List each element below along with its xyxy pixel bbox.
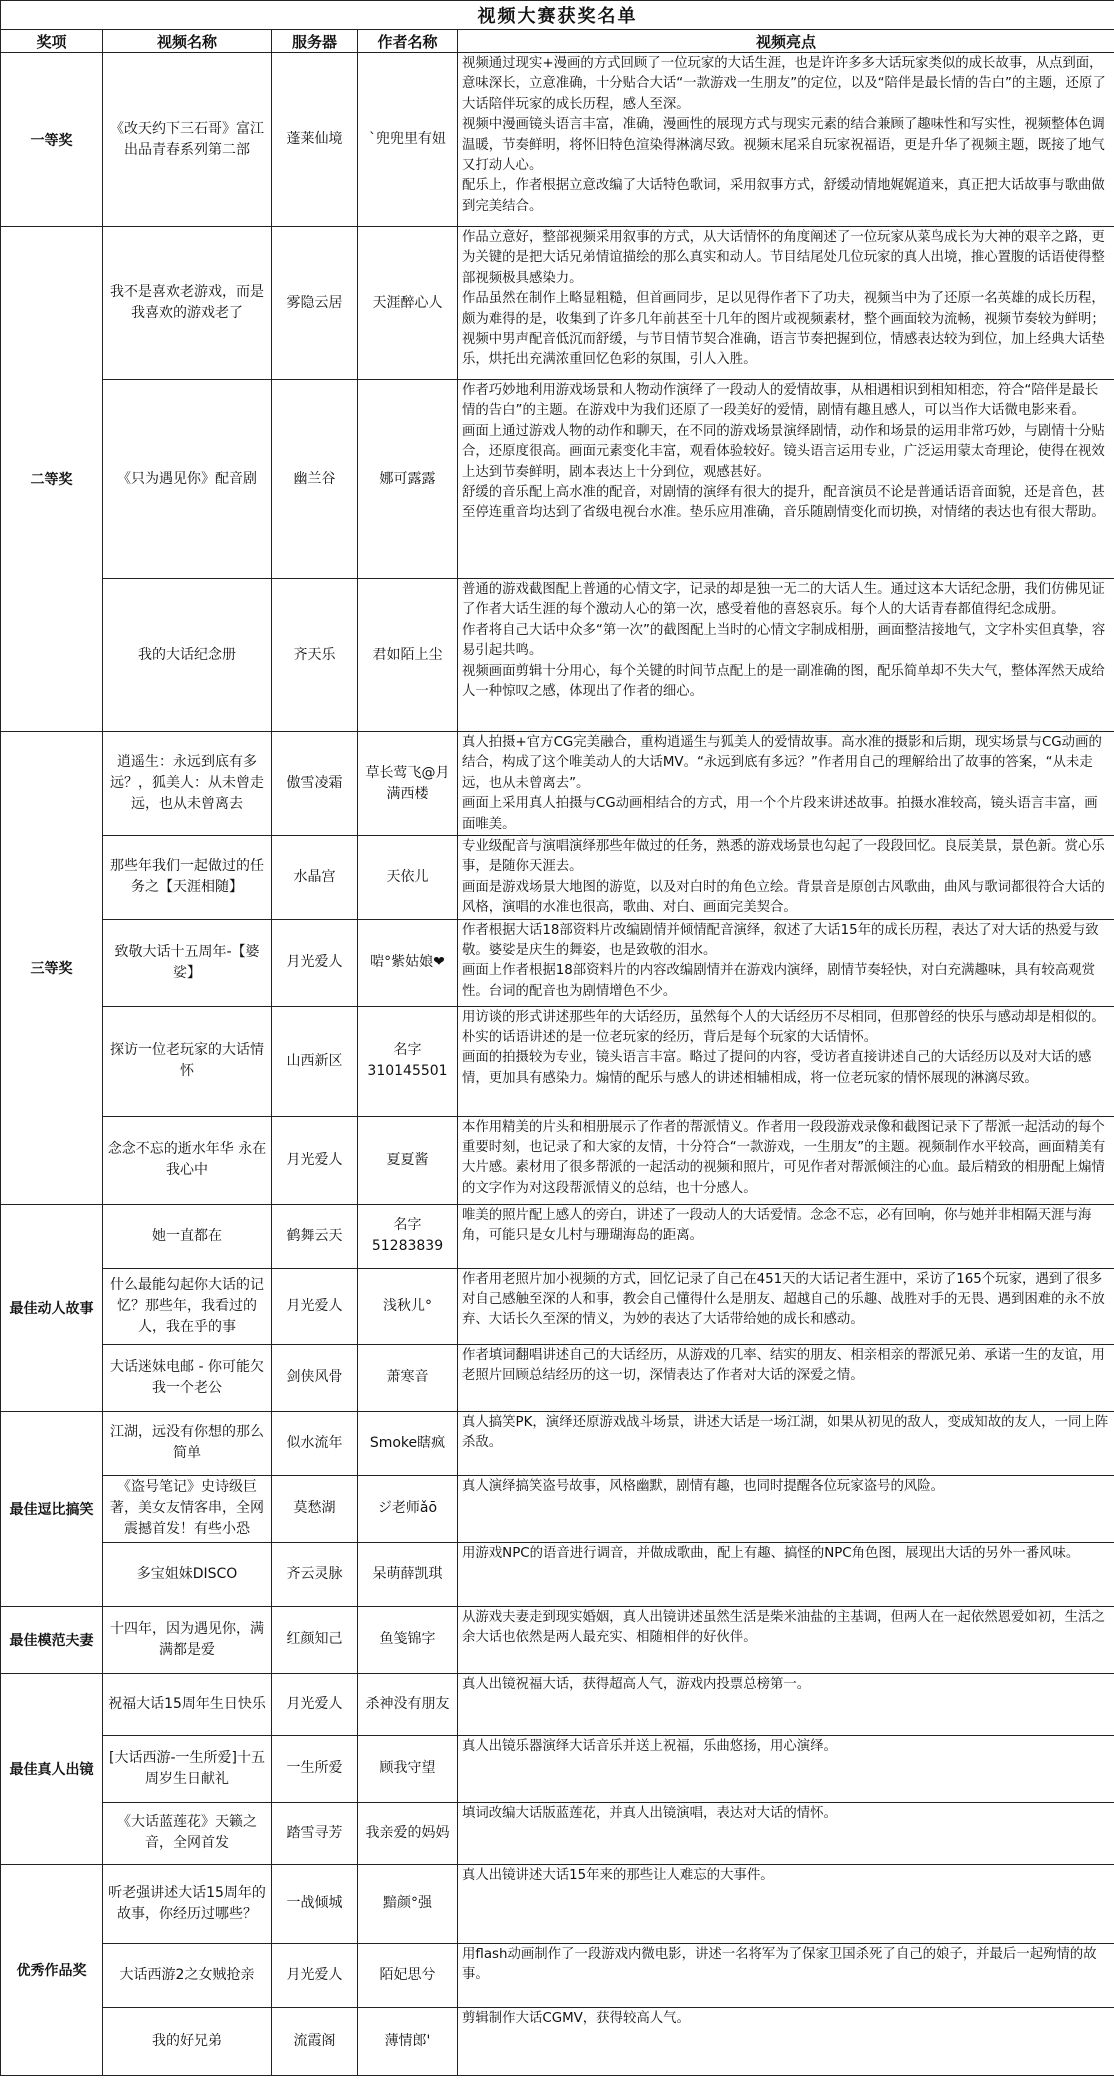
video-name-cell: 十四年，因为遇见你，满满都是爱 — [103, 1606, 272, 1673]
highlight-paragraph: 作者填词翻唱讲述自己的大话经历，从游戏的几率、结实的朋友、相亲相亲的帮派兄弟、承诺一生的友谊，用老照片回顾总结经历的这一切，深情表达了作者对大话的深爱之情。 — [462, 1347, 1105, 1384]
highlights-cell — [458, 1116, 1114, 1204]
video-name-cell: 我不是喜欢老游戏，而是我喜欢的游戏老了 — [103, 227, 272, 380]
highlights-cell — [458, 1006, 1114, 1116]
table-row — [1, 380, 1114, 579]
highlight-paragraph: 真人出镜乐器演绎大话音乐并送上祝福，乐曲悠扬，用心演绎。 — [462, 1738, 837, 1754]
highlight-paragraph: 真人演绎搞笑盗号故事，风格幽默，剧情有趣，也同时提醒各位玩家盗号的风险。 — [462, 1478, 945, 1494]
highlight-paragraph: 画面是游戏场景大地图的游览，以及对白时的角色立绘。背景音是原创古风歌曲，曲风与歌词都很符合大话的风格，演唱的水准也很高，歌曲、对白、画面完美契合。 — [462, 879, 1105, 916]
table-row — [1, 919, 1114, 1006]
author-cell: 夏夏酱 — [358, 1116, 458, 1204]
table-row — [1, 1411, 1114, 1475]
award-category: 最佳逗比搞笑 — [1, 1411, 103, 1606]
video-name-cell: 《只为遇见你》配音剧 — [103, 380, 272, 579]
award-category: 最佳动人故事 — [1, 1204, 103, 1411]
video-name-cell: 听老强讲述大话15周年的故事，你经历过哪些？ — [103, 1864, 272, 1943]
table-row — [1, 227, 1114, 380]
award-body — [1, 53, 1114, 2076]
author-cell: 名字310145501 — [358, 1006, 458, 1116]
video-name-cell: 大话迷妹电邮 - 你可能欠我一个老公 — [103, 1344, 272, 1411]
author-cell: 薄情郎' — [358, 2007, 458, 2075]
highlights-cell — [458, 1542, 1114, 1606]
header-author: 作者名称 — [358, 30, 458, 53]
award-category: 二等奖 — [1, 227, 103, 732]
author-cell: 名字51283839 — [358, 1204, 458, 1268]
highlight-paragraph: 作者将自己大话中众多“第一次”的截图配上当时的心情文字制成相册，画面整洁接地气，文字朴实但真挚，容易引起共鸣。 — [462, 622, 1106, 659]
table-row — [1, 836, 1114, 920]
highlights-cell — [458, 1475, 1114, 1542]
author-cell: 陌妃思兮 — [358, 1943, 458, 2007]
server-cell: 月光爱人 — [272, 919, 358, 1006]
video-name-cell: 《盗号笔记》史诗级巨著，美女友情客串，全网震撼首发！有些小恐 — [103, 1475, 272, 1542]
author-cell: 草长莺飞@月满西楼 — [358, 732, 458, 836]
author-cell: 娜可露露 — [358, 380, 458, 579]
server-cell: 莫愁湖 — [272, 1475, 358, 1542]
header-highlights: 视频亮点 — [458, 30, 1114, 53]
server-cell: 月光爱人 — [272, 1673, 358, 1735]
highlights-cell — [458, 1864, 1114, 1943]
author-cell: 啱°紫姑娘❤ — [358, 919, 458, 1006]
server-cell: 似水流年 — [272, 1411, 358, 1475]
video-name-cell: 《改天约下三石哥》富江出品青春系列第二部 — [103, 53, 272, 227]
highlight-paragraph: 画面上作者根据18部资料片的内容改编剧情并在游戏内演绎，剧情节奏轻快，对白充满趣味，具有较高观赏性。台词的配音也为剧情增色不少。 — [462, 963, 1096, 999]
author-cell: 黯颜°强 — [358, 1864, 458, 1943]
header-row — [1, 30, 1114, 53]
video-name-cell: 她一直都在 — [103, 1204, 272, 1268]
table-row — [1, 1802, 1114, 1864]
highlight-paragraph: 舒缓的音乐配上高水准的配音，对剧情的演绎有很大的提升，配音演员不论是普通话语音面貌，还是音色，甚至停连重音均达到了省级电视台水准。垫乐应用准确，音乐随剧情变化而切换，对情绪的表达也有很大帮助。 — [462, 485, 1105, 521]
highlights-cell — [458, 380, 1114, 579]
table-row — [1, 1542, 1114, 1606]
highlight-paragraph: 配乐上，作者根据立意改编了大话特色歌词，采用叙事方式，舒缓动情地娓娓道来，真正把大话故事与歌曲做到完美结合。 — [462, 178, 1105, 214]
highlight-paragraph: 画面上采用真人拍摄与CG动画相结合的方式，用一个个片段来讲述故事。拍摄水准较高，镜头语言丰富，画面唯美。 — [462, 796, 1098, 832]
video-name-cell: 念念不忘的逝水年华 永在我心中 — [103, 1116, 272, 1204]
table-row — [1, 1344, 1114, 1411]
table-row — [1, 1006, 1114, 1116]
server-cell: 踏雪寻芳 — [272, 1802, 358, 1864]
author-cell: 天依儿 — [358, 836, 458, 920]
highlight-paragraph: 真人出镜讲述大话15年来的那些让人难忘的大事件。 — [462, 1867, 774, 1883]
highlights-cell — [458, 1411, 1114, 1475]
server-cell: 月光爱人 — [272, 1268, 358, 1344]
sheet-title: 视频大赛获奖名单 — [1, 1, 1114, 30]
server-cell: 红颜知己 — [272, 1606, 358, 1673]
award-category: 最佳真人出镜 — [1, 1673, 103, 1864]
highlight-paragraph: 真人搞笑PK，演绎还原游戏战斗场景，讲述大话是一场江湖，如果从初见的敌人，变成知故的友人，一同上阵杀敌。 — [462, 1414, 1109, 1451]
server-cell: 鹤舞云天 — [272, 1204, 358, 1268]
highlight-paragraph: 作者巧妙地利用游戏场景和人物动作演绎了一段动人的爱情故事，从相遇相识到相知相恋，符合“陪伴是最长情的告白”的主题。在游戏中为我们还原了一段美好的爱情，剧情有趣且感人，可以当作大话微电影来看。 — [462, 383, 1099, 419]
highlights-cell — [458, 1606, 1114, 1673]
highlights-cell — [458, 1268, 1114, 1344]
table-row — [1, 1606, 1114, 1673]
award-category: 一等奖 — [1, 53, 103, 227]
highlight-paragraph: 唯美的照片配上感人的旁白，讲述了一段动人的大话爱情。念念不忘，必有回响，你与她并非相隔天涯与海角，可能只是女儿村与珊瑚海岛的距离。 — [462, 1207, 1092, 1244]
server-cell: 齐云灵脉 — [272, 1542, 358, 1606]
server-cell: 流霞阁 — [272, 2007, 358, 2075]
video-name-cell: 那些年我们一起做过的任务之【天涯相随】 — [103, 836, 272, 920]
author-cell: 呆萌薛凯琪 — [358, 1542, 458, 1606]
server-cell: 傲雪凌霜 — [272, 732, 358, 836]
highlight-paragraph: 普通的游戏截图配上普通的心情文字，记录的却是独一无二的大话人生。通过这本大话纪念册，我们仿佛见证了作者大话生涯的每个激动人心的第一次，感受着他的喜怒哀乐。每个人的大话青春都值得纪念成册。 — [462, 582, 1105, 618]
table-row — [1, 2007, 1114, 2075]
author-cell: 我亲爱的妈妈 — [358, 1802, 458, 1864]
server-cell: 雾隐云居 — [272, 227, 358, 380]
highlights-cell — [458, 1673, 1114, 1735]
video-name-cell: 大话西游2之女贼抢亲 — [103, 1943, 272, 2007]
highlight-paragraph: 视频中漫画镜头语言丰富，准确，漫画性的展现方式与现实元素的结合兼顾了趣味性和写实性，视频整体色调温暖，节奏鲜明，将怀旧特色渲染得淋漓尽致。视频末尾采自玩家祝福语，更是升华了视频主题，既接了地气又打动人心。 — [462, 117, 1105, 174]
highlight-paragraph: 从游戏夫妻走到现实婚姻，真人出镜讲述虽然生活是柴米油盐的主基调，但两人在一起依然恩爱如初，生活之余大话也依然是两人最充实、相随相伴的好伙伴。 — [462, 1609, 1105, 1646]
highlights-cell — [458, 836, 1114, 920]
table-row — [1, 1268, 1114, 1344]
video-name-cell: 什么最能勾起你大话的记忆？那些年，我看过的人，我在乎的事 — [103, 1268, 272, 1344]
video-name-cell: 我的好兄弟 — [103, 2007, 272, 2075]
highlights-cell — [458, 919, 1114, 1006]
author-cell: Smoke瞎疯 — [358, 1411, 458, 1475]
table-row — [1, 1864, 1114, 1943]
highlight-paragraph: 视频通过现实+漫画的方式回顾了一位玩家的大话生涯，也是许许多多大话玩家类似的成长故事，从点到面，意味深长，立意准确，十分贴合大话“一款游戏一生朋友”的定位，以及“陪伴是最长情的告白”的主题，还原了大话陪伴玩家的成长历程，感人至深。 — [462, 56, 1106, 112]
server-cell: 剑侠风骨 — [272, 1344, 358, 1411]
video-name-cell: 逍遥生：永远到底有多远？，狐美人：从未曾走远，也从未曾离去 — [103, 732, 272, 836]
award-category: 最佳模范夫妻 — [1, 1606, 103, 1673]
highlights-cell — [458, 1204, 1114, 1268]
table-row — [1, 579, 1114, 732]
highlight-paragraph: 填词改编大话版蓝莲花，并真人出镜演唱，表达对大话的情怀。 — [462, 1805, 837, 1821]
table-row — [1, 1204, 1114, 1268]
highlights-cell — [458, 579, 1114, 732]
highlight-paragraph: 剪辑制作大话CGMV，获得较高人气。 — [462, 2010, 690, 2026]
video-name-cell: 江湖，远没有你想的那么简单 — [103, 1411, 272, 1475]
server-cell: 月光爱人 — [272, 1116, 358, 1204]
highlight-paragraph: 作品虽然在制作上略显粗糙，但首画同步，足以见得作者下了功夫，视频当中为了还原一名英雄的成长历程，颇为难得的是，收集到了许多几年前甚至十几年的图片或视频素材，整个画面较为流畅，视频节奏较为鲜明；视频中男声配音低沉而舒缓，与节目情节契合准确，语言节奏把握到位，情感表达较为到位，加上经典大话垫乐，烘托出充满浓重回忆色彩的氛围，引人入胜。 — [462, 291, 1105, 368]
video-name-cell: 《大话蓝莲花》天籁之音，全网首发 — [103, 1802, 272, 1864]
highlight-paragraph: 作者用老照片加小视频的方式，回忆记录了自己在451天的大话记者生涯中，采访了165个玩家，遇到了很多对自己感触至深的人和事，教会自己懂得什么是朋友、超越自己的乐趣、战胜对手的无畏、遇到困难的永不放弃、大话长久至深的情义，为妙的表达了大话带给她的成长和感动。 — [462, 1271, 1105, 1328]
header-video-name: 视频名称 — [103, 30, 272, 53]
author-cell: 天涯醉心人 — [358, 227, 458, 380]
video-name-cell: 致敬大话十五周年-【婆娑】 — [103, 919, 272, 1006]
video-name-cell: [大话西游-一生所爱]十五周岁生日献礼 — [103, 1735, 272, 1802]
server-cell: 水晶宫 — [272, 836, 358, 920]
highlight-paragraph: 用游戏NPC的语音进行调音，并做成歌曲，配上有趣、搞怪的NPC角色图，展现出大话的另外一番风味。 — [462, 1545, 1080, 1561]
author-cell: 杀神没有朋友 — [358, 1673, 458, 1735]
server-cell: 幽兰谷 — [272, 380, 358, 579]
video-name-cell: 多宝姐妹DISCO — [103, 1542, 272, 1606]
highlight-paragraph: 画面上通过游戏人物的动作和聊天，在不同的游戏场景演绎剧情，动作和场景的运用非常巧妙，与剧情十分贴合，还原度很高。画面元素变化丰富，观看体验较好。镜头语言运用专业，广泛运用蒙太奇理论，使得在视效上达到节奏鲜明，剧本表达上十分到位，观感甚好。 — [462, 423, 1105, 480]
server-cell: 月光爱人 — [272, 1943, 358, 2007]
highlight-paragraph: 真人出镜祝福大话，获得超高人气，游戏内投票总榜第一。 — [462, 1676, 811, 1692]
table-row — [1, 1673, 1114, 1735]
award-category: 优秀作品奖 — [1, 1864, 103, 2075]
highlight-paragraph: 作者根据大话18部资料片改编剧情并倾情配音演绎，叙述了大话15年的成长历程，表达了对大话的热爱与致敬。婆娑是庆生的舞姿，也是致敬的泪水。 — [462, 922, 1099, 959]
highlights-cell — [458, 53, 1114, 227]
highlight-paragraph: 用flash动画制作了一段游戏内微电影，讲述一名将军为了保家卫国杀死了自己的娘子，并最后一起殉情的故事。 — [462, 1946, 1097, 1983]
highlight-paragraph: 用访谈的形式讲述那些年的大话经历，虽然每个人的大话经历不尽相同，但那曾经的快乐与感动却是相似的。朴实的话语讲述的是一位老玩家的经历，背后是每个玩家的大话情怀。 — [462, 1009, 1105, 1046]
award-category: 三等奖 — [1, 732, 103, 1205]
video-name-cell: 祝福大话15周年生日快乐 — [103, 1673, 272, 1735]
server-cell: 齐天乐 — [272, 579, 358, 732]
table-row — [1, 1943, 1114, 2007]
highlights-cell — [458, 1344, 1114, 1411]
author-cell: ジ老师ǎō — [358, 1475, 458, 1542]
server-cell: 一战倾城 — [272, 1864, 358, 1943]
video-name-cell: 探访一位老玩家的大话情怀 — [103, 1006, 272, 1116]
table-row — [1, 1735, 1114, 1802]
highlight-paragraph: 真人拍摄+官方CG完美融合，重构逍遥生与狐美人的爱情故事。高水准的摄影和后期，现实场景与CG动画的结合，构成了这个唯美动人的大话MV。“永远到底有多远？”作者用自己的理解给出了故事的答案，“从未走远，也从未曾离去”。 — [462, 735, 1102, 791]
title-row — [1, 1, 1114, 30]
highlight-paragraph: 视频画面剪辑十分用心，每个关键的时间节点配上的是一副准确的图，配乐简单却不失大气，整体浑然天成给人一种惊叹之感，体现出了作者的细心。 — [462, 663, 1105, 700]
author-cell: 萧寒音 — [358, 1344, 458, 1411]
highlights-cell — [458, 1735, 1114, 1802]
table-row — [1, 1116, 1114, 1204]
server-cell: 山西新区 — [272, 1006, 358, 1116]
highlights-cell — [458, 1943, 1114, 2007]
header-server: 服务器 — [272, 30, 358, 53]
author-cell: 君如陌上尘 — [358, 579, 458, 732]
highlight-paragraph: 画面的拍摄较为专业，镜头语言丰富。略过了提问的内容，受访者直接讲述自己的大话经历以及对大话的感情，更加具有感染力。煽情的配乐与感人的讲述相辅相成，将一位老玩家的情怀展现的淋漓尽致。 — [462, 1050, 1092, 1086]
server-cell: 蓬莱仙境 — [272, 53, 358, 227]
table-row — [1, 1475, 1114, 1542]
table-row — [1, 732, 1114, 836]
author-cell: `兜兜里有妞 — [358, 53, 458, 227]
highlights-cell — [458, 732, 1114, 836]
table-row — [1, 53, 1114, 227]
highlight-paragraph: 专业级配音与演唱演绎那些年做过的任务，熟悉的游戏场景也勾起了一段段回忆。良辰美景，景色新。赏心乐事，是随你天涯去。 — [462, 839, 1105, 875]
author-cell: 浅秋儿° — [358, 1268, 458, 1344]
highlight-paragraph: 本作用精美的片头和相册展示了作者的帮派情义。作者用一段段游戏录像和截图记录下了帮派一起活动的每个重要时刻，也记录了和大家的友情，十分符合“一款游戏，一生朋友”的主题。视频制作水平较高，画面精美有大片感。素材用了很多帮派的一起活动的视频和照片，可见作者对帮派倾注的心血。最后精致的相册配上煽情的文字作为对这段帮派情义的总结，也十分感人。 — [462, 1119, 1106, 1196]
header-award: 奖项 — [1, 30, 103, 53]
author-cell: 顾我守望 — [358, 1735, 458, 1802]
highlights-cell — [458, 1802, 1114, 1864]
highlights-cell — [458, 227, 1114, 380]
highlight-paragraph: 作品立意好，整部视频采用叙事的方式，从大话情怀的角度阐述了一位玩家从菜鸟成长为大神的艰辛之路，更为关键的是把大话兄弟情谊描绘的那么真实和动人。节目结尾处几位玩家的真人出境，推心置腹的话语使得整部视频极具感染力。 — [462, 230, 1105, 286]
server-cell: 一生所爱 — [272, 1735, 358, 1802]
video-name-cell: 我的大话纪念册 — [103, 579, 272, 732]
author-cell: 鱼笺锦字 — [358, 1606, 458, 1673]
highlights-cell — [458, 2007, 1114, 2075]
